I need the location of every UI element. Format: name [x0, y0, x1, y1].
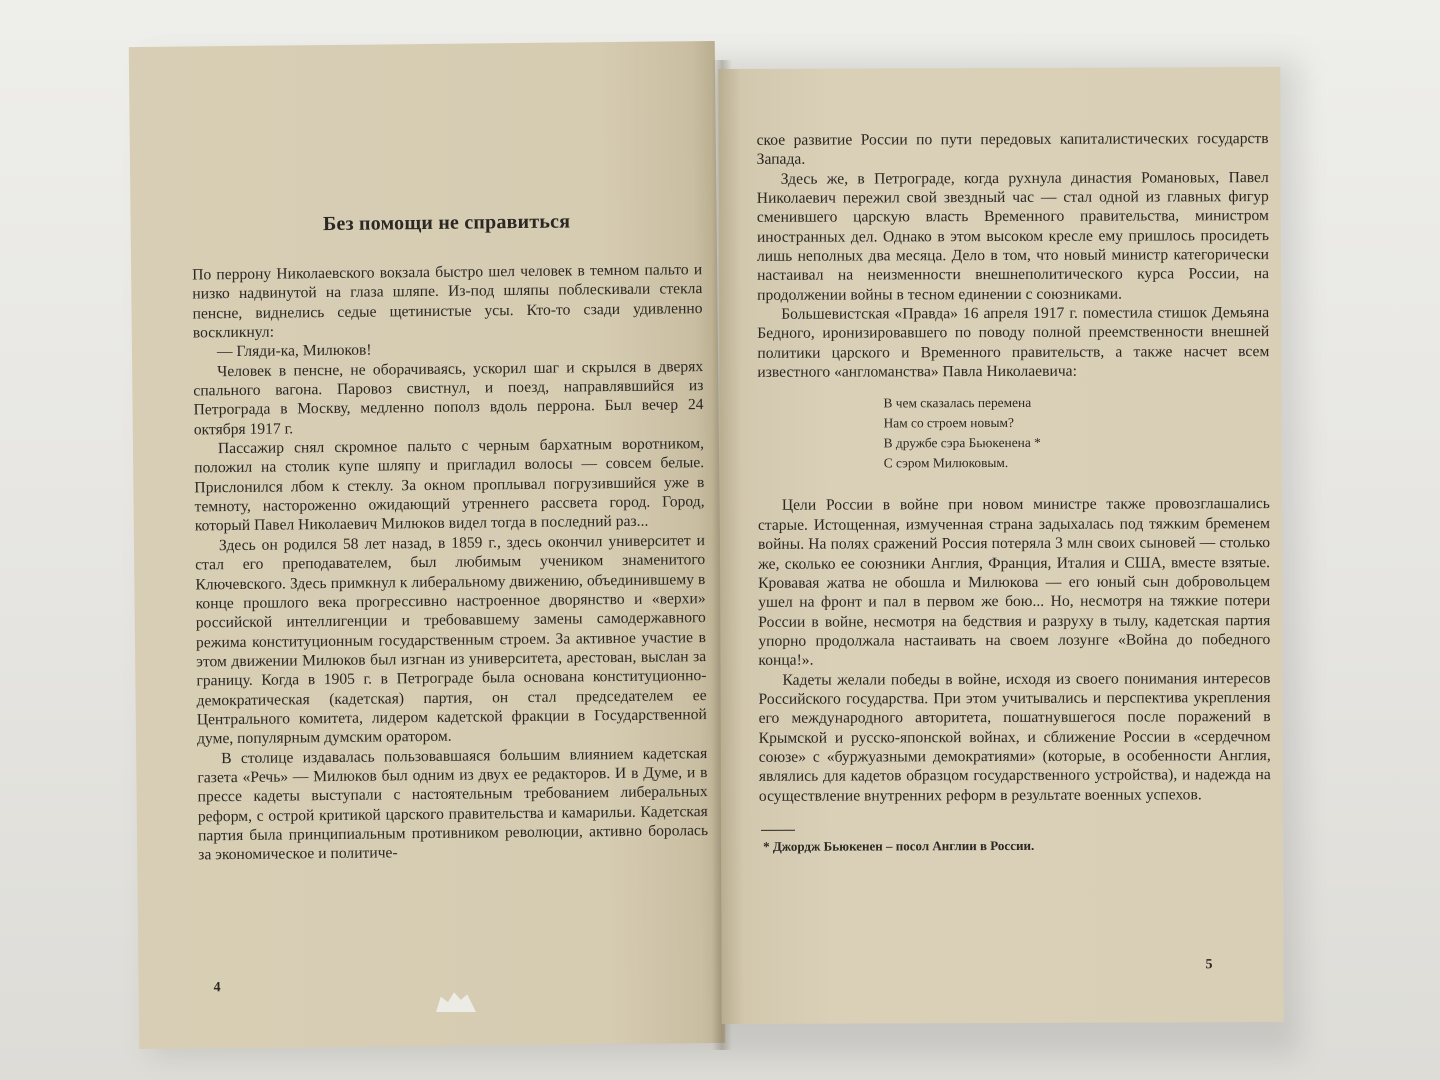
- footnote: * Джордж Бьюкенен – посол Англии в России.: [763, 837, 1035, 854]
- paragraph: В столице издавалась пользовавшаяся большим влиянием кадетская газета «Речь» — Милюков был одним из двух ее редакторов. И в Думе, и в прессе кадеты выступали с настоятельным требованием либеральных реформ, с острой критикой царского правительства и камарильи. Кадетская партия была принципиальным противником революции, активно боролась за экономическое и политиче-: [197, 744, 709, 864]
- poem-line: В дружбе сэра Бьюкенена *: [883, 435, 1041, 451]
- left-page-text: [192, 209, 709, 865]
- paragraph: Человек в пенсне, не оборачиваясь, ускорил шаг и скрылся в дверях спального вагона. Паровоз свистнул, и поезд, направлявшийся из Петрограда в Москву, медленно пополз вдоль перрона. Был вечер 24 октября 1917 г.: [193, 357, 704, 439]
- paragraph: — Гляди-ка, Милюков!: [216, 341, 372, 361]
- paragraph: Цели России в войне при новом министре также провозглашались старые. Истощенная, измученная страна задыхалась под тяжким бременем войны. На полях сражений Россия потеряла 3 млн своих сыновей — столько же, сколько ее союзники Англия, Франция, Италия и США, вместе взятые. Кровавая жатва не обошла и Милюкова — его юный сын добровольцем ушел на фронт и пал в первом же бою... Но, несмотря на тяжкие потери России в войне, несмотря на бедствия и разруху в тылу, кадетская партия упорно продолжала настаивать на своем лозунге «Война до победного конца!».: [757, 495, 1271, 670]
- paragraph: Большевистская «Правда» 16 апреля 1917 г. поместила стишок Демьяна Бедного, иронизировавшего по поводу полной преемственности внешней политики царского и Временного правительств, а также насчет всем известного «англоманства» Павла Николаевича:: [757, 304, 1270, 381]
- paragraph: Здесь же, в Петрограде, когда рухнула династия Романовых, Павел Николаевич пережил свой звездный час — стал одной из главных фигур сменившего царскую власть Временного правительства, министром иностранных дел. Однако в этом высоком кресле ему пришлось просидеть лишь неполных два месяца. Дело в том, что новый министр категорически настаивал на неизменности внешнеполитического курса России, на продолжении войны в тесном единении с союзниками.: [756, 168, 1270, 304]
- poem-line: В чем сказалась перемена: [883, 395, 1032, 411]
- paragraph: ское развитие России по пути передовых капиталистических государств Запада.: [756, 130, 1269, 169]
- poem-line: С сэром Милюковым.: [883, 455, 1009, 471]
- paragraph: Кадеты желали победы в войне, исходя из своего понимания интересов Российского государства. При этом учитывались и перспектива укрепления его международного авторитета, пошатнувшегося после поражений в Крымской и русско-японской войнах, и сближение России в «сердечном союзе» с «буржуазными демократиями» (которые, в особенности Англия, являлись для кадетов образцом государственного устройства), и надежда на осуществление внутренних реформ в результате военных успехов.: [758, 669, 1271, 805]
- page-number-right: 5: [1205, 957, 1213, 973]
- page-number-left: 4: [213, 980, 221, 996]
- right-page: [718, 67, 1283, 1024]
- chapter-title: Без помощи не справиться: [322, 210, 571, 236]
- paragraph: По перрону Николаевского вокзала быстро шел человек в темном пальто и низко надвинутой на глаза шляпе. Из-под шляпы поблескивали стекла пенсне, виднелись седые щетинистые усы. Кто-то сзади удивленно воскликнул:: [192, 261, 703, 342]
- left-page: [129, 41, 725, 1049]
- poem: [883, 393, 1269, 474]
- paragraph: Пассажир снял скромное пальто с черным бархатным воротником, положил на столик купе шляпу и пригладил волосы — совсем белые. Прислонился лбом к стеклу. За окном проплывал погрузившийся уже в темноту, настороженно ожидающий утреннего рассвета город. Город, который Павел Николаевич Милюков видел тогда в последний раз...: [194, 435, 705, 535]
- footnote-rule: [761, 830, 795, 831]
- poem-line: Нам со строем новым?: [883, 415, 1014, 431]
- right-page-text: [757, 129, 1272, 855]
- paragraph: Здесь он родился 58 лет назад, в 1859 г., здесь окончил университет и стал его преподавателем, был любимым учеником знаменитого Ключевского. Здесь примкнул к либеральному движению, объединившему в конце прошлого века прогрессивно настроенное дворянство и «верхи» российской интеллигенции и требовавшему замены самодержавного режима конституционным государственным строем. За активное участие в этом движении Милюков был изгнан из университета, арестован, выслан за границу. Когда в 1905 г. в Петрограде была основана конституционно-демократическая (кадетская) партия, он стал председателем ее Центрального комитета, лидером кадетской фракции в Государственной думе, популярным думским оратором.: [195, 531, 707, 748]
